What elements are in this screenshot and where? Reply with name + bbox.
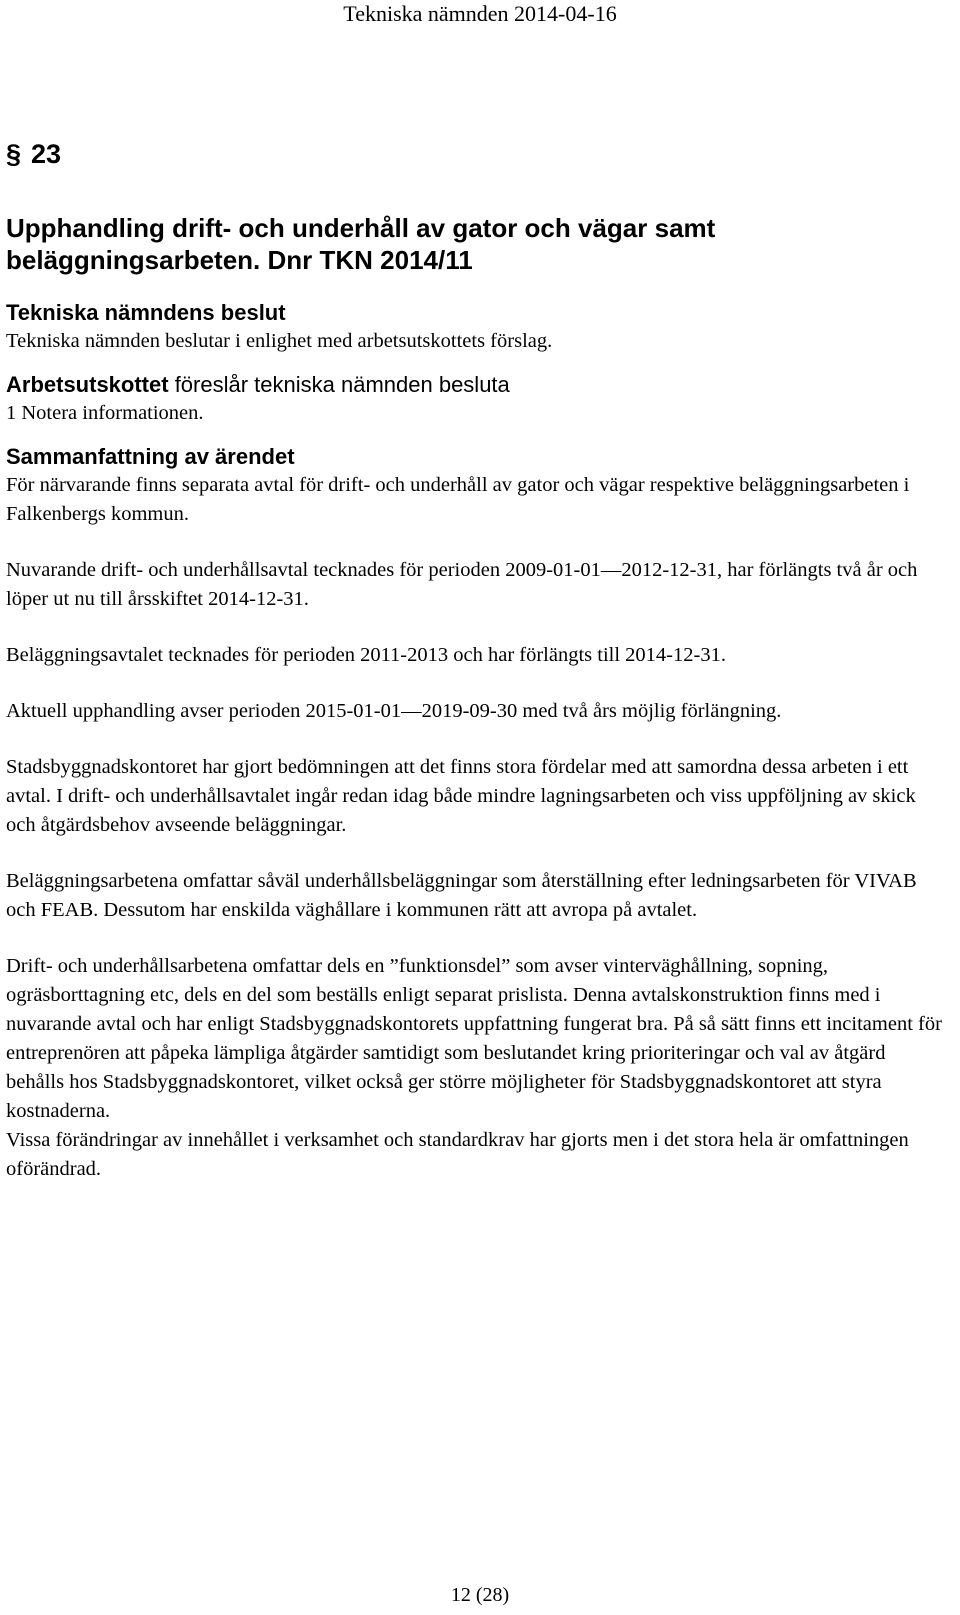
proposal-heading-bold: Arbetsutskottet (6, 372, 169, 397)
summary-paragraph-2: Nuvarande drift- och underhållsavtal tecknades för perioden 2009-01-01—2012-12-31, har förlängts två år och löper ut nu till årsskiftet 2014-12-31. (6, 559, 918, 610)
page-content (6, 138, 946, 1184)
summary-paragraph-3: Beläggningsavtalet tecknades för perioden 2011-2013 och har förlängts till 2014-12-31. (6, 644, 726, 666)
section-number-value: 23 (31, 139, 62, 169)
proposal-heading-rest: föreslår tekniska nämnden besluta (168, 372, 510, 397)
summary-heading: Sammanfattning av ärendet (6, 444, 295, 469)
summary-paragraph-7: Drift- och underhållsarbetena omfattar dels en ”funktionsdel” som avser vinterväghållning, sopning, ogräsborttagning etc, dels en del som beställs enligt separat prislista. Denna avtalskonstruktion finns med i nuvarande avtal och har enligt Stadsbyggnadskontorets uppfattning fungerat bra. På så sätt finns ett incitament för entreprenören att påpeka lämpliga åtgärder samtidigt som beslutandet kring prioriteringar och val av åtgärd behålls hos Stadsbyggnadskontoret, vilket också ger större möjligheter för Stadsbyggnadskontoret att styra kostnaderna. (6, 955, 942, 1122)
case-title-line-1: Upphandling drift- och underhåll av gator och vägar samt (6, 213, 716, 243)
section-number (6, 138, 946, 194)
section-sign: § (6, 139, 22, 169)
case-title (6, 212, 946, 276)
decision-heading: Tekniska nämndens beslut (6, 300, 286, 325)
summary-paragraph-4: Aktuell upphandling avser perioden 2015-01-01—2019-09-30 med två års möjlig förlängning. (6, 700, 782, 722)
case-title-line-2: beläggningsarbeten. Dnr TKN 2014/11 (6, 245, 473, 275)
page-number: 12 (28) (450, 1584, 510, 1606)
proposal-heading (6, 370, 946, 399)
proposal-item: 1 Notera informationen. (6, 402, 204, 424)
summary-paragraph-8: Vissa förändringar av innehållet i verksamhet och standardkrav har gjorts men i det stora hela är omfattningen oförändrad. (6, 1129, 909, 1180)
decision-text: Tekniska nämnden beslutar i enlighet med arbetsutskottets förslag. (6, 330, 553, 352)
running-header: Tekniska nämnden 2014-04-16 (343, 1, 617, 26)
summary-paragraph-6: Beläggningsarbetena omfattar såväl underhållsbeläggningar som återställning efter ledningsarbeten för VIVAB och FEAB. Dessutom har enskilda väghållare i kommunen rätt att avropa på avtalet. (6, 870, 917, 921)
summary-paragraph-1: För närvarande finns separata avtal för drift- och underhåll av gator och vägar respektive beläggningsarbeten i Falkenbergs kommun. (6, 474, 910, 525)
summary-paragraph-5: Stadsbyggnadskontoret har gjort bedömningen att det finns stora fördelar med att samordna dessa arbeten i ett avtal. I drift- och underhållsavtalet ingår redan idag både mindre lagningsarbeten och viss uppföljning av skick och åtgärdsbehov avseende beläggningar. (6, 756, 916, 836)
